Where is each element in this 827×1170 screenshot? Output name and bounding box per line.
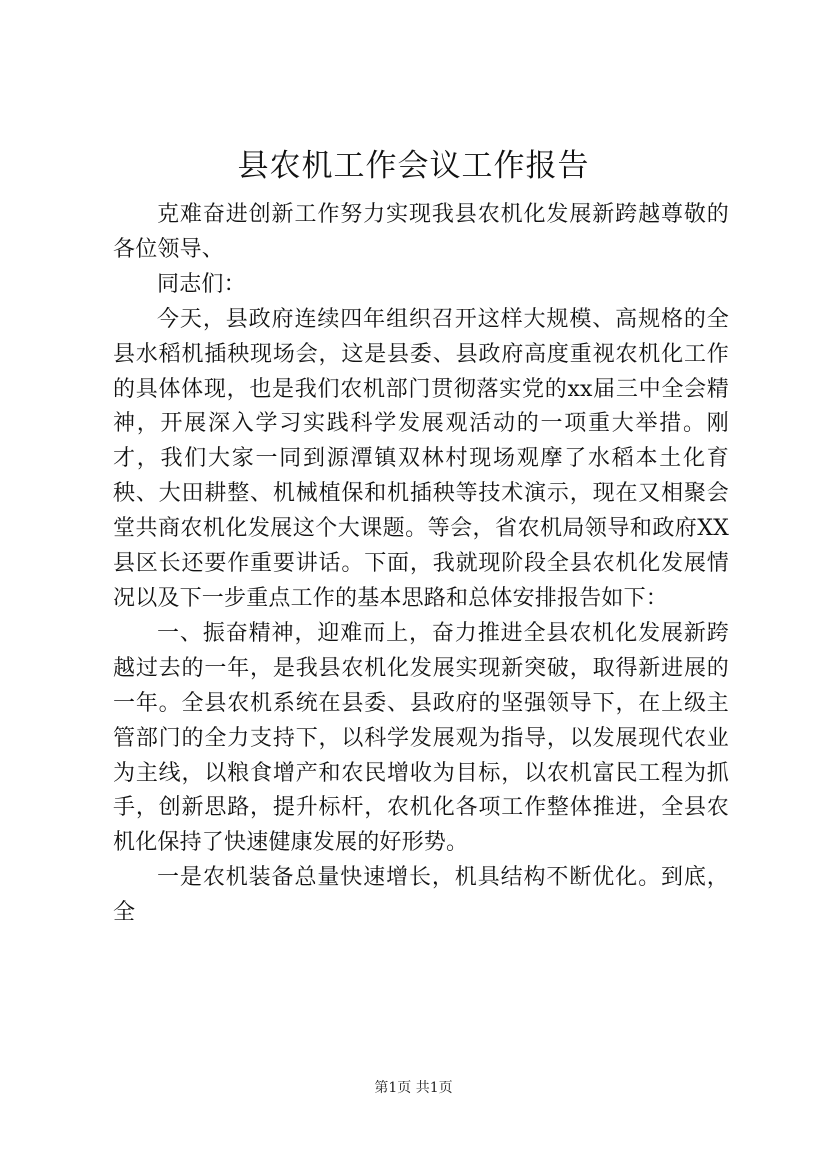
paragraph-opening: 克难奋进创新工作努力实现我县农机化发展新跨越尊敬的各位领导、 (113, 202, 729, 262)
paragraph-introduction: 今天，县政府连续四年组织召开这样大规模、高规格的全县水稻机插秧现场会，这是县委、县政府高度重视农机化工作的具体体现，也是我们农机部门贯彻落实党的xx届三中全会精神，开展深入学习实践科学发展观活动的一项重大举措。刚才，我们大家一同到源潭镇双林村现场观摩了水稻本土化育秧、大田耕整、机械植保和机插秧等技术演示，现在又相聚会堂共商农机化发展这个大课题。等会，省农机局领导和政府XX县区长还要作重要讲话。下面，我就现阶段全县农机化发展情况以及下一步重点工作的基本思路和总体安排报告如下： (113, 306, 729, 611)
paragraph-salutation: 同志们： (157, 271, 246, 297)
paragraph-section-one: 一、振奋精神，迎难而上，奋力推进全县农机化发展新跨越过去的一年，是我县农机化发展实现新突破，取得新进展的一年。全县农机系统在县委、县政府的坚强领导下，在上级主管部门的全力支持下，以科学发展观为指导，以发展现代农业为主线，以粮食增产和农民增收为目标，以农机富民工程为抓手，创新思路，提升标杆，农机化各项工作整体推进，全县农机化保持了快速健康发展的好形势。 (113, 620, 729, 856)
document-title: 县农机工作会议工作报告 (237, 148, 590, 184)
page-footer: 第1页 共1页 (374, 1080, 453, 1096)
document-body (113, 198, 729, 931)
paragraph-point-one: 一是农机装备总量快速增长，机具结构不断优化。到底，全 (113, 865, 729, 926)
